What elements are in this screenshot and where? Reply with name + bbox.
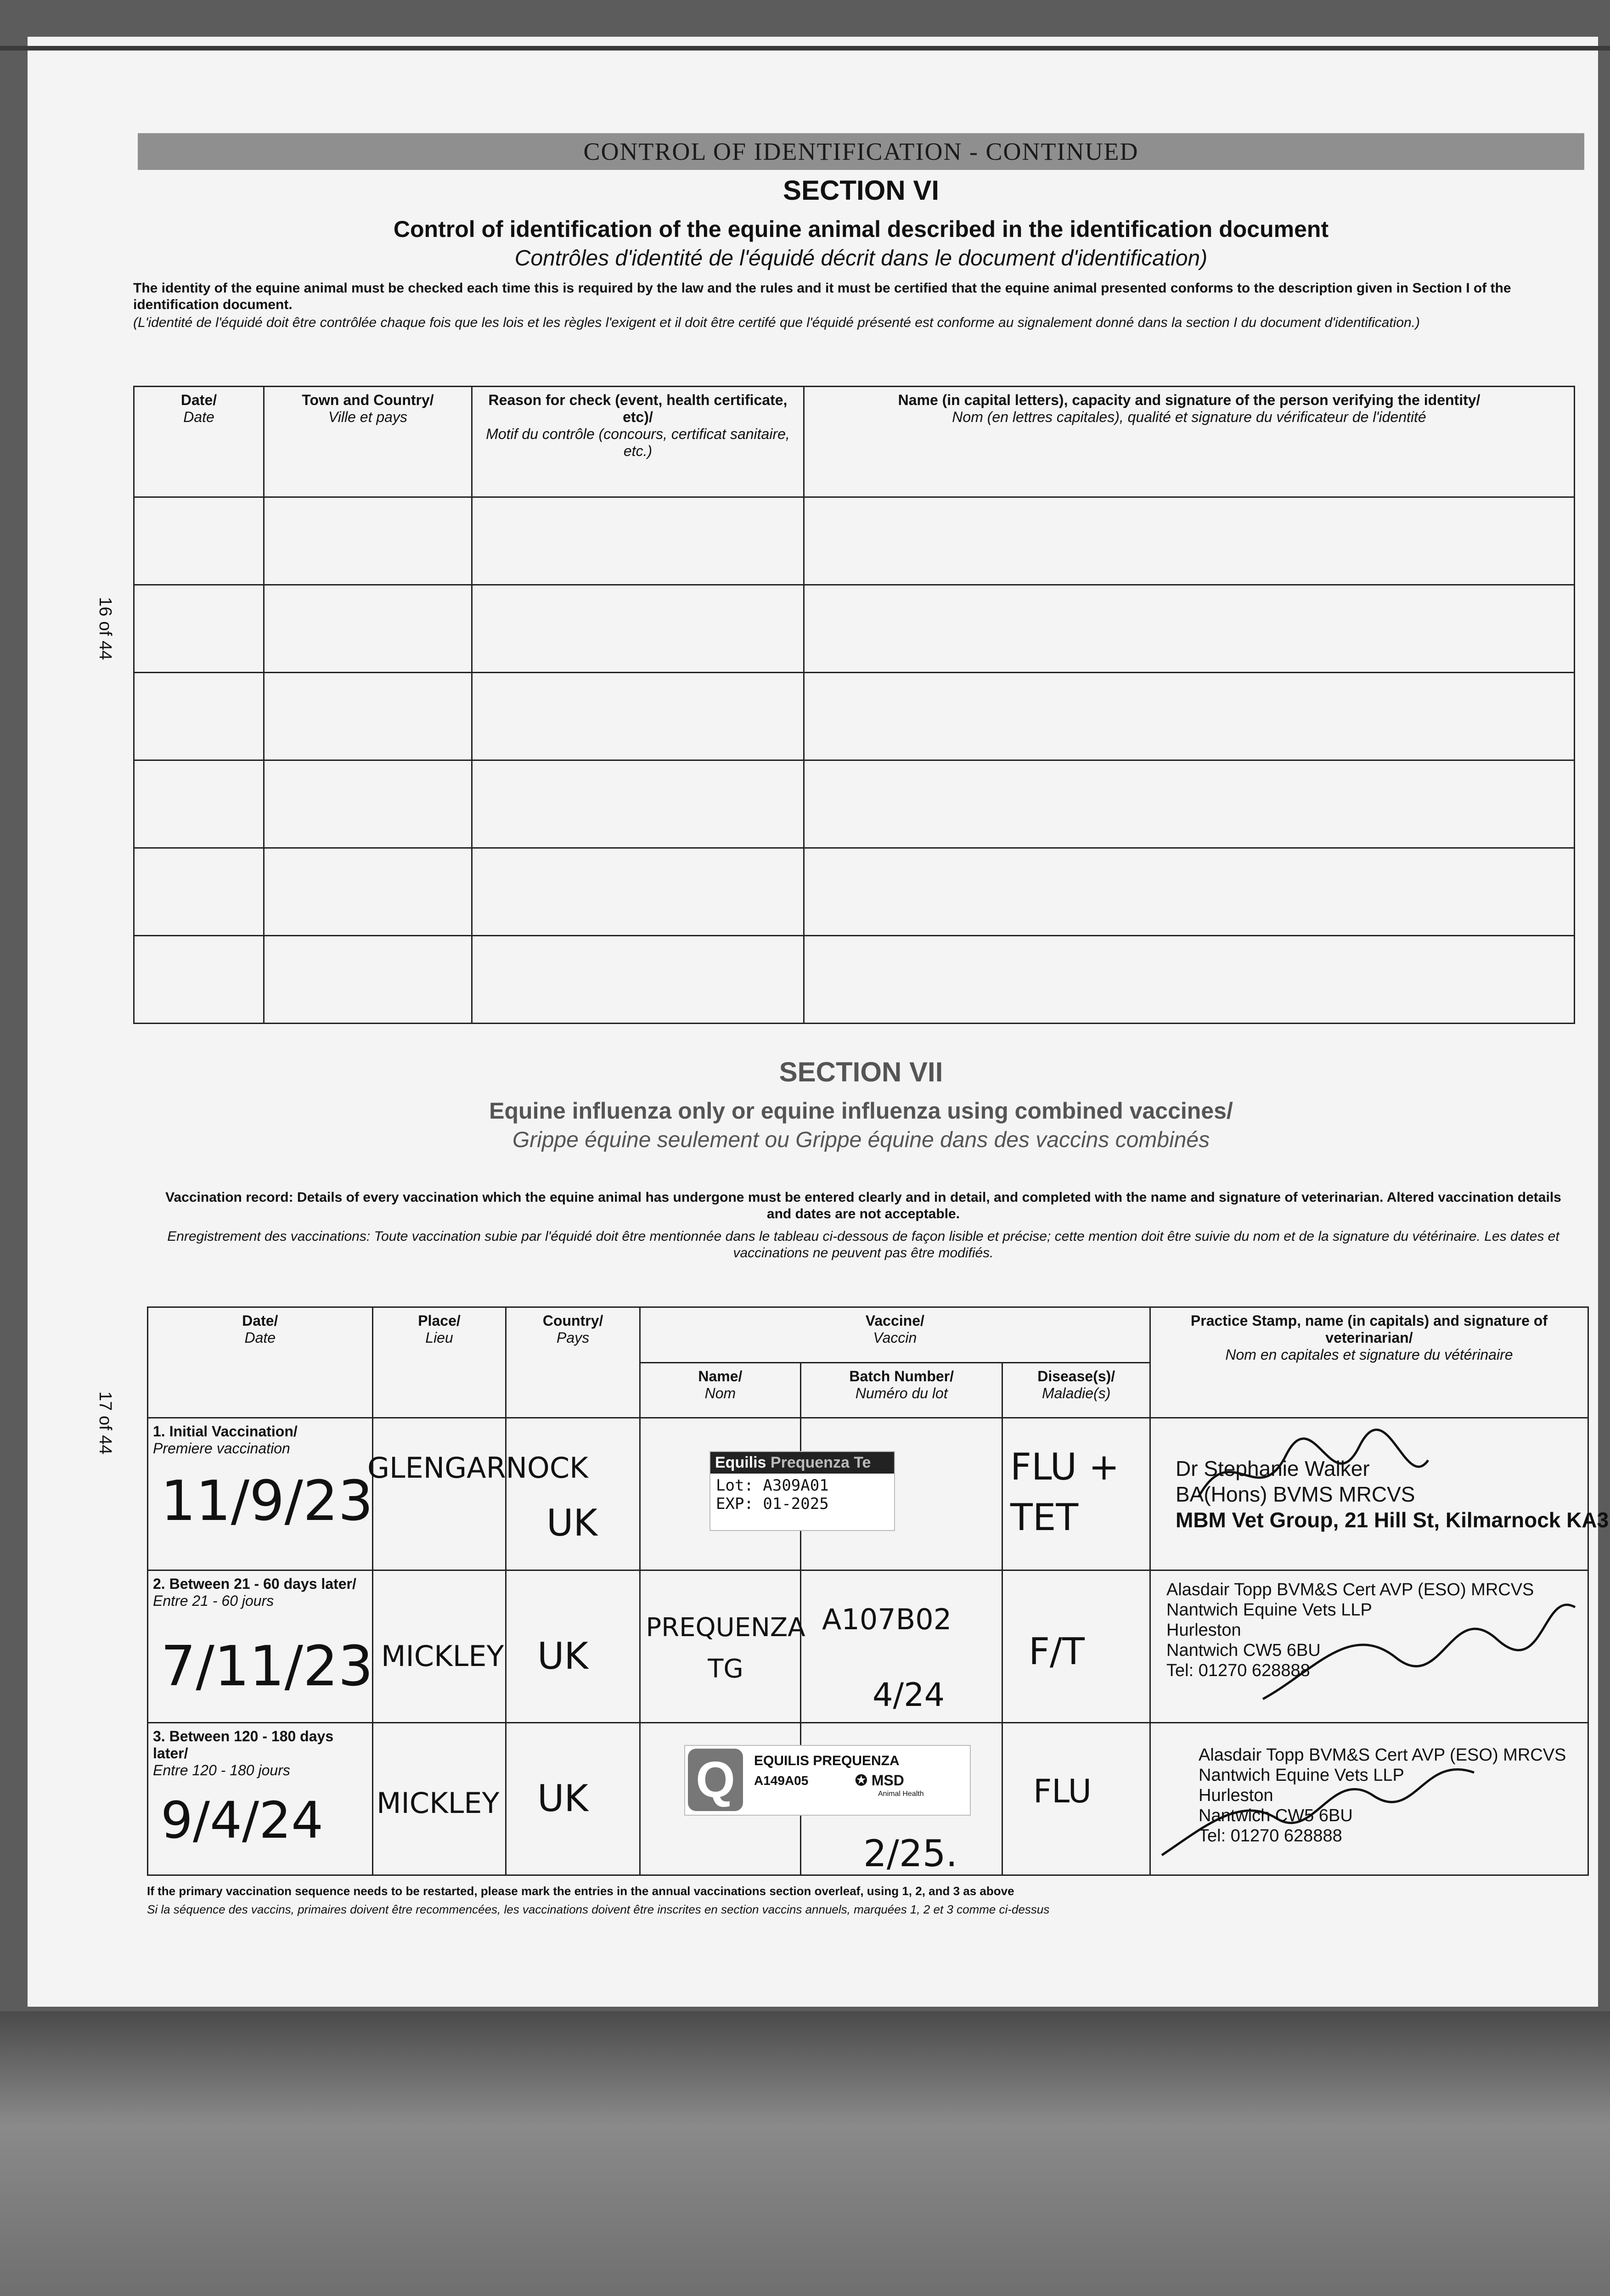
row3-batch-exp: 2/25. [863,1832,958,1875]
msd-logo: ✪ MSD [855,1772,904,1789]
row1-signature [1194,1428,1433,1520]
col-name-header: Name/ Nom [640,1362,800,1418]
sticker-exp-label: EXP: [716,1495,754,1513]
footnote-en: If the primary vaccination sequence needs to be restarted, please mark the entries in the annual vaccinations section overleaf, using 1, 2, and 3 as above [147,1884,1014,1898]
row2-label: 2. Between 21 - 60 days later/ Entre 21 - 60 jours [148,1570,373,1723]
section6-title: SECTION VI [782,175,940,206]
identification-check-table [133,386,1575,1024]
section7-title: SECTION VII [779,1057,943,1087]
row1-vet-stamp: Dr Stephanie Walker BA(Hons) BVMS MRCVS MBM Vet Group, 21 Hill St, Kilmarnock KA3 [1176,1457,1609,1532]
col-date-header: Date/ Date [148,1307,373,1418]
sticker-name: EQUILIS PREQUENZA [754,1753,900,1768]
section6-subtitle-fr: Contrôles d'identité de l'équidé décrit dans le document d'identification) [514,246,1208,270]
section6-intro-fr: (L'identité de l'équidé doit être contrôlée chaque fois que les lois et les règles l'exigent et il doit être certifé que l'équidé présenté est conforme au signalement donné dans la section I du document d'identification.) [133,315,1420,330]
row2-date: 7/11/23 [161,1635,373,1699]
row1-vaccine-sticker [709,1451,895,1531]
row3-date: 9/4/24 [161,1791,324,1850]
msd-subtitle: Animal Health [878,1790,924,1798]
table-row [134,848,1575,936]
page-number-17: 17 of 44 [96,1391,115,1455]
col-place-header: Place/ Lieu [372,1307,506,1418]
top-edge-line [0,46,1610,51]
row1-label: 1. Initial Vaccination/ Premiere vaccination [148,1418,373,1570]
row3-place: MICKLEY [377,1786,500,1820]
section6-intro-en: The identity of the equine animal must be checked each time this is required by the law and the rules and it must be certified that the equine animal presented conforms to the description given in Section I of the identification document. [133,281,1511,312]
sticker-lot-label: Lot: [716,1476,754,1495]
sticker-batch: A149A05 [754,1773,809,1788]
col-stamp-header: Practice Stamp, name (in capitals) and signature of veterinarian/ Nom en capitales et signature du vétérinaire [1150,1307,1588,1418]
table-row [134,935,1575,1023]
row3-vet-stamp: Alasdair Topp BVM&S Cert AVP (ESO) MRCVS Nantwich Equine Vets LLP Hurleston Nantwich CW5 6BU Tel: 01270 628888 [1199,1745,1566,1846]
row2-disease: F/T [1029,1630,1085,1673]
sticker-brand: Equilis [715,1454,766,1471]
row2-country: UK [537,1635,589,1677]
table-row [134,760,1575,848]
row1-date: 11/9/23 [161,1469,373,1533]
section6-subtitle-en: Control of identification of the equine animal described in the identification document [393,216,1329,242]
table-row [134,673,1575,760]
row1-disease: FLU + TET [1010,1446,1120,1539]
table-row [134,585,1575,673]
section7-subtitle-en: Equine influenza only or equine influenza using combined vaccines/ [489,1098,1233,1124]
col-batch-header: Batch Number/ Numéro du lot [800,1362,1002,1418]
row1-place: GLENGARNOCK [367,1451,588,1485]
section7-subtitle-fr: Grippe équine seulement ou Grippe équine dans des vaccins combinés [512,1128,1210,1152]
table-row [134,497,1575,585]
row1-country: UK [546,1502,598,1544]
q-logo-icon: Q [688,1749,743,1811]
col-vaccine-header: Vaccine/ Vaccin [640,1307,1150,1363]
row2-batch: A107B02 [822,1603,952,1636]
row3-country: UK [537,1777,589,1820]
row3-vaccine-sticker [684,1745,971,1816]
row3-signature [1157,1740,1479,1869]
page-number-16: 16 of 44 [96,597,115,660]
sticker-lot: A309A01 [763,1476,829,1495]
row2-vet-stamp: Alasdair Topp BVM&S Cert AVP (ESO) MRCVS Nantwich Equine Vets LLP Hurleston Nantwich CW5 6BU Tel: 01270 628888 [1166,1580,1534,1680]
col-disease-header: Disease(s)/ Maladie(s) [1002,1362,1150,1418]
row3-label: 3. Between 120 - 180 days later/ Entre 120 - 180 jours [148,1723,373,1875]
section7-intro-fr: Enregistrement des vaccinations: Toute vaccination subie par l'équidé doit être mentionnée dans le tableau ci-dessous de façon lisible et précise; cette mention doit être suivie du nom et de la signature du vétérinaire. Les dates et vaccinations ne peuvent pas être modifiés. [167,1229,1559,1261]
sticker-product: Prequenza Te [770,1454,871,1471]
row2-batch-exp: 4/24 [873,1676,945,1714]
section6-banner: CONTROL OF IDENTIFICATION - CONTINUED [138,133,1584,170]
col-verifier-header: Name (in capital letters), capacity and signature of the person verifying the identity/ Nom (en lettres capitales), qualité et signature du vérificateur de l'identité [804,387,1575,497]
row2-signature [1258,1580,1580,1708]
scan-bottom-shadow [0,2011,1610,2296]
row3-disease: FLU [1033,1773,1092,1810]
col-reason-header: Reason for check (event, health certificate, etc)/ Motif du contrôle (concours, certificat sanitaire, etc.) [472,387,804,497]
row2-vaccine-name: PREQUENZA TG [646,1613,805,1684]
row2-place: MICKLEY [381,1639,504,1673]
col-country-header: Country/ Pays [506,1307,640,1418]
section7-intro-en: Vaccination record: Details of every vaccination which the equine animal has undergone must be entered clearly and in detail, and completed with the name and signature of veterinarian. Altered vaccination details and dates are not acceptable. [165,1190,1561,1221]
col-town-header: Town and Country/ Ville et pays [264,387,472,497]
col-date-header: Date/ Date [134,387,264,497]
sticker-exp: 01-2025 [763,1495,829,1513]
footnote-fr: Si la séquence des vaccins, primaires doivent être recommencées, les vaccinations doivent être inscrites en section vaccins annuels, marquées 1, 2 et 3 comme ci-dessus [147,1902,1050,1916]
